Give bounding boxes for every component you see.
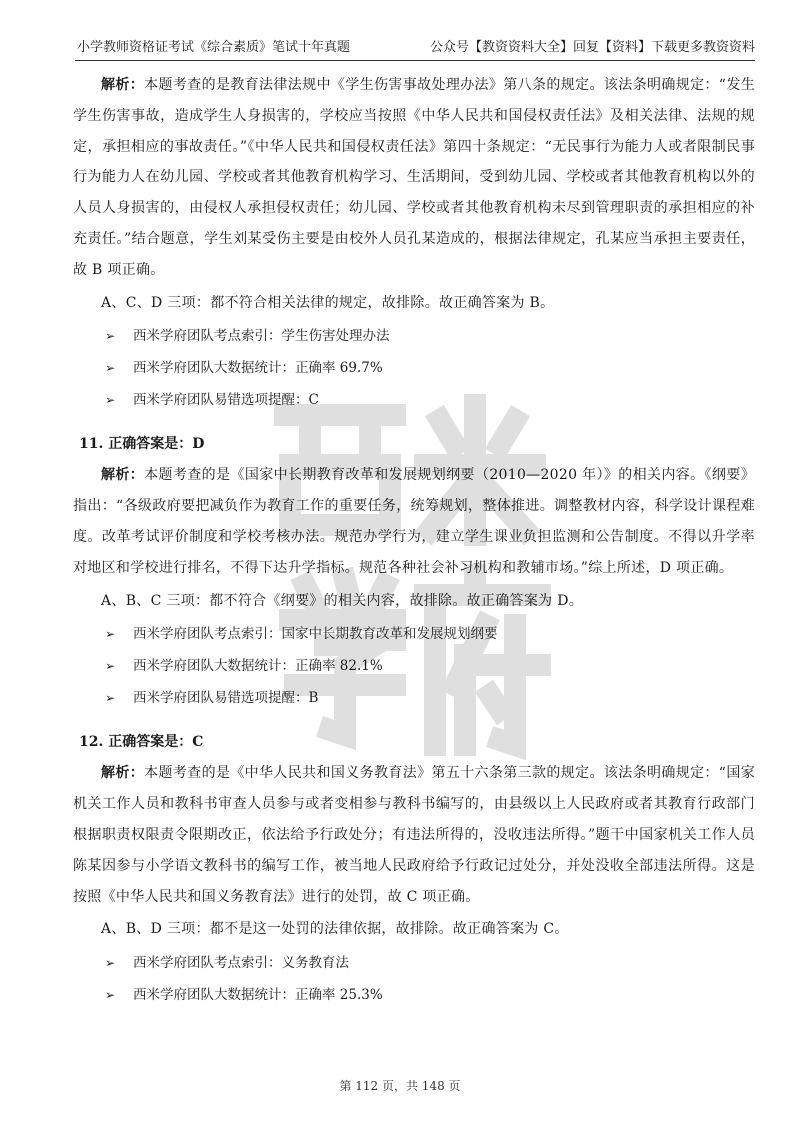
arrow-bullet-icon: ➢ (105, 659, 116, 674)
list-item-text: 西米学府团队考点索引：义务教育法 (133, 955, 349, 972)
header-title: 小学教师资格证考试《综合素质》笔试十年真题 (77, 40, 351, 55)
paragraph-text: A、B、C 三项：都不符合《纲要》的相关内容，故排除。故正确答案为 D。 (101, 592, 584, 609)
list-item-text: 西米学府团队考点索引：学生伤害处理办法 (133, 328, 390, 345)
answer-heading: 12. 正确答案是：C (79, 734, 204, 751)
analysis-label: 解析： (101, 77, 145, 93)
paragraph (73, 914, 755, 945)
arrow-bullet-icon: ➢ (105, 329, 116, 344)
arrow-bullet-icon: ➢ (105, 361, 116, 376)
list-item-text: 西米学府团队考点索引：国家中长期教育改革和发展规划纲要 (133, 626, 498, 643)
paragraph (73, 586, 755, 617)
arrow-bullet-icon: ➢ (105, 691, 116, 706)
paragraph (73, 70, 755, 286)
paragraph (73, 288, 755, 319)
page-number: 第 112 页，共 148 页 (339, 1079, 461, 1093)
page-header (75, 36, 755, 61)
paragraph (73, 460, 755, 583)
header-promo: 公众号【教资资料大全】回复【资料】下载更多教资资料 (429, 40, 755, 55)
document-body (73, 70, 755, 1011)
arrow-bullet-icon: ➢ (105, 393, 116, 408)
paragraph-text: 本题考查的是教育法律法规中《学生伤害事故处理办法》第八条的规定。该法条明确规定：“发生学生伤害事故，造成学生人身损害的，学校应当按照《中华人民共和国侵权责任法》及相关法律、法规的规定，承担相应的事故责任。”《中华人民共和国侵权责任法》第四十条规定：“无民事行为能力人或者限制民事行为能力人在幼儿园、学校或者其他教育机构学习、生活期间，受到幼儿园、学校或者其他教育机构以外的人员人身损害的，由侵权人承担侵权责任；幼儿园、学校或者其他教育机构未尽到管理职责的承担相应的补充责任。”结合题意，学生刘某受伤主要是由校外人员孔某造成的，根据法律规定，孔某应当承担主要责任，故 B 项正确。 (73, 77, 755, 278)
analysis-label: 解析： (101, 765, 145, 782)
arrow-bullet-icon: ➢ (105, 988, 116, 1003)
list-item (73, 384, 755, 416)
list-item (73, 947, 755, 979)
list-item (73, 979, 755, 1011)
arrow-bullet-icon: ➢ (105, 627, 116, 642)
paragraph-text: 本题考查的是《国家中长期教育改革和发展规划纲要（2010—2020 年）》的相关内容。《纲要》指出：“各级政府要把减负作为教育工作的重要任务，统筹规划，整体推进。调整教材内容，科学设计课程难度。改革考试评价制度和学校考核办法。规范办学行为，建立学生课业负担监测和公告制度。不得以升学率对地区和学校进行排名，不得下达升学指标。规范各种社会补习机构和教辅市场。”综上所述，D 项正确。 (73, 467, 755, 576)
paragraph (73, 758, 755, 912)
paragraph-text: 本题考查的是《中华人民共和国义务教育法》第五十六条第三款的规定。该法条明确规定：“国家机关工作人员和教科书审查人员参与或者变相参与教科书编写的，由县级以上人民政府或者其教育行政部门根据职责权限责令限期改正，依法给予行政处分；有违法所得的，没收违法所得。”题干中国家机关工作人员陈某因参与小学语文教科书的编写工作，被当地人民政府给予行政记过处分，并处没收全部违法所得。这是按照《中华人民共和国义务教育法》进行的处罚，故 C 项正确。 (73, 765, 755, 905)
list-item (73, 682, 755, 714)
list-item (73, 650, 755, 682)
arrow-bullet-icon: ➢ (105, 956, 116, 971)
list-item-text: 西米学府团队易错选项提醒：C (133, 392, 319, 409)
list-item-text: 西米学府团队大数据统计：正确率 69.7% (133, 360, 383, 377)
list-item (73, 320, 755, 352)
list-item-text: 西米学府团队大数据统计：正确率 82.1% (133, 658, 383, 675)
paragraph-text: A、C、D 三项：都不符合相关法律的规定，故排除。故正确答案为 B。 (101, 294, 555, 311)
analysis-label: 解析： (101, 467, 145, 484)
list-item-text: 西米学府团队易错选项提醒：B (133, 690, 319, 707)
paragraph-text: A、B、D 三项：都不是这一处罚的法律依据，故排除。故正确答案为 C。 (101, 921, 569, 938)
list-item (73, 618, 755, 650)
answer-heading: 11. 正确答案是：D (79, 436, 205, 453)
list-item (73, 352, 755, 384)
list-item-text: 西米学府团队大数据统计：正确率 25.3% (133, 987, 383, 1004)
